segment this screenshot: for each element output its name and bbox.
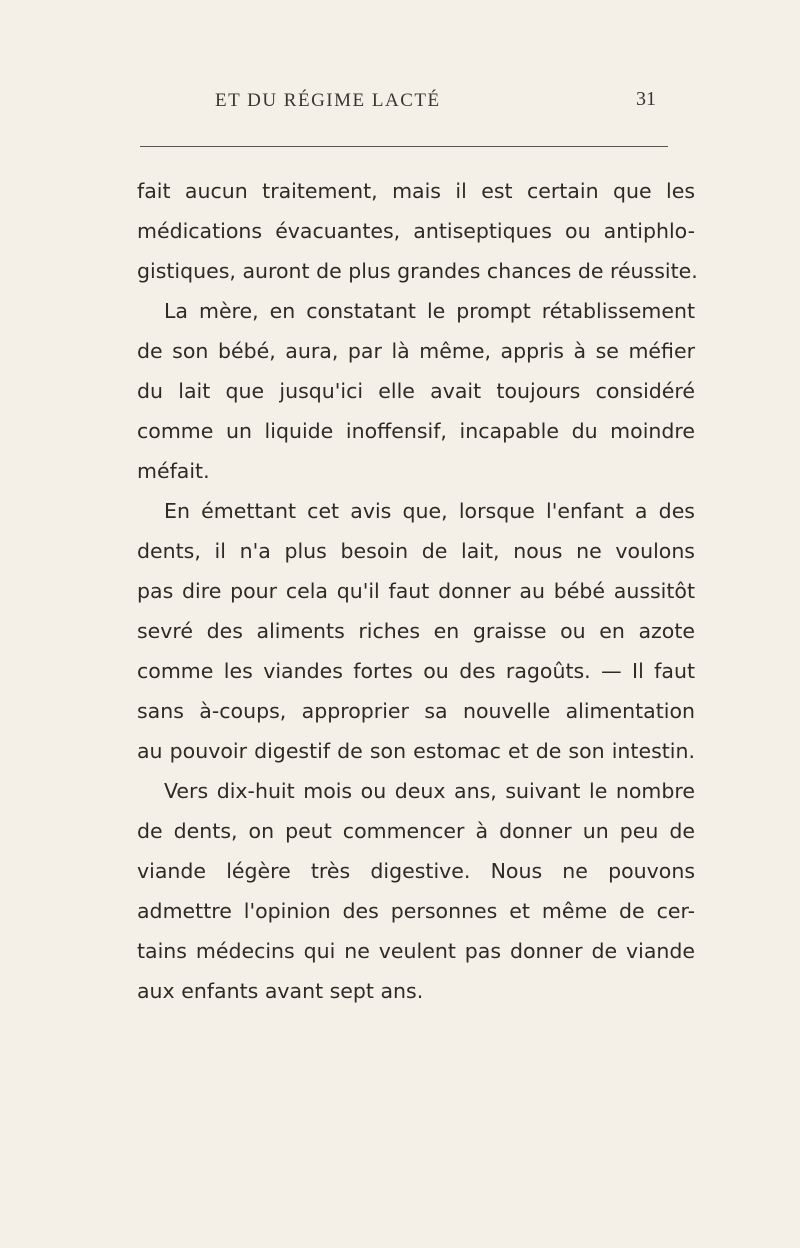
body-text (137, 171, 698, 1011)
text-line: de dents, on peut commencer à donner un peu de (137, 819, 695, 843)
running-head (0, 90, 800, 122)
text-line: dents, il n'a plus besoin de lait, nous ne voulons (137, 539, 695, 563)
text-line: du lait que jusqu'ici elle avait toujours considéré (137, 379, 695, 403)
text-line: viande légère très digestive. Nous ne pouvons (137, 859, 695, 883)
text-line: pas dire pour cela qu'il faut donner au bébé aussitôt (137, 579, 695, 603)
page-number: 31 (636, 88, 656, 110)
text-line: fait aucun traitement, mais il est certain que les (137, 179, 695, 203)
text-line: sans à-coups, approprier sa nouvelle alimentation (137, 699, 695, 723)
header-rule (140, 146, 668, 147)
text-line: gistiques, auront de plus grandes chances de réussite. (137, 259, 698, 283)
text-line: admettre l'opinion des personnes et même de cer- (137, 899, 695, 923)
paragraph-start-line: En émettant cet avis que, lorsque l'enfant a des (164, 499, 695, 523)
text-line: comme un liquide inoffensif, incapable du moindre (137, 419, 695, 443)
paragraph-start-line: Vers dix-huit mois ou deux ans, suivant le nombre (164, 779, 695, 803)
text-line: sevré des aliments riches en graisse ou en azote (137, 619, 695, 643)
paragraph-start-line: La mère, en constatant le prompt rétablissement (164, 299, 695, 323)
text-line: au pouvoir digestif de son estomac et de son intestin. (137, 739, 695, 763)
running-title: ET DU RÉGIME LACTÉ (215, 90, 441, 111)
text-line: comme les viandes fortes ou des ragoûts. — Il faut (137, 659, 695, 683)
text-line: aux enfants avant sept ans. (137, 979, 424, 1003)
text-line: méfait. (137, 459, 210, 483)
text-line: médications évacuantes, antiseptiques ou antiphlo- (137, 219, 695, 243)
text-line: de son bébé, aura, par là même, appris à se méfier (137, 339, 695, 363)
text-line: tains médecins qui ne veulent pas donner de viande (137, 939, 695, 963)
